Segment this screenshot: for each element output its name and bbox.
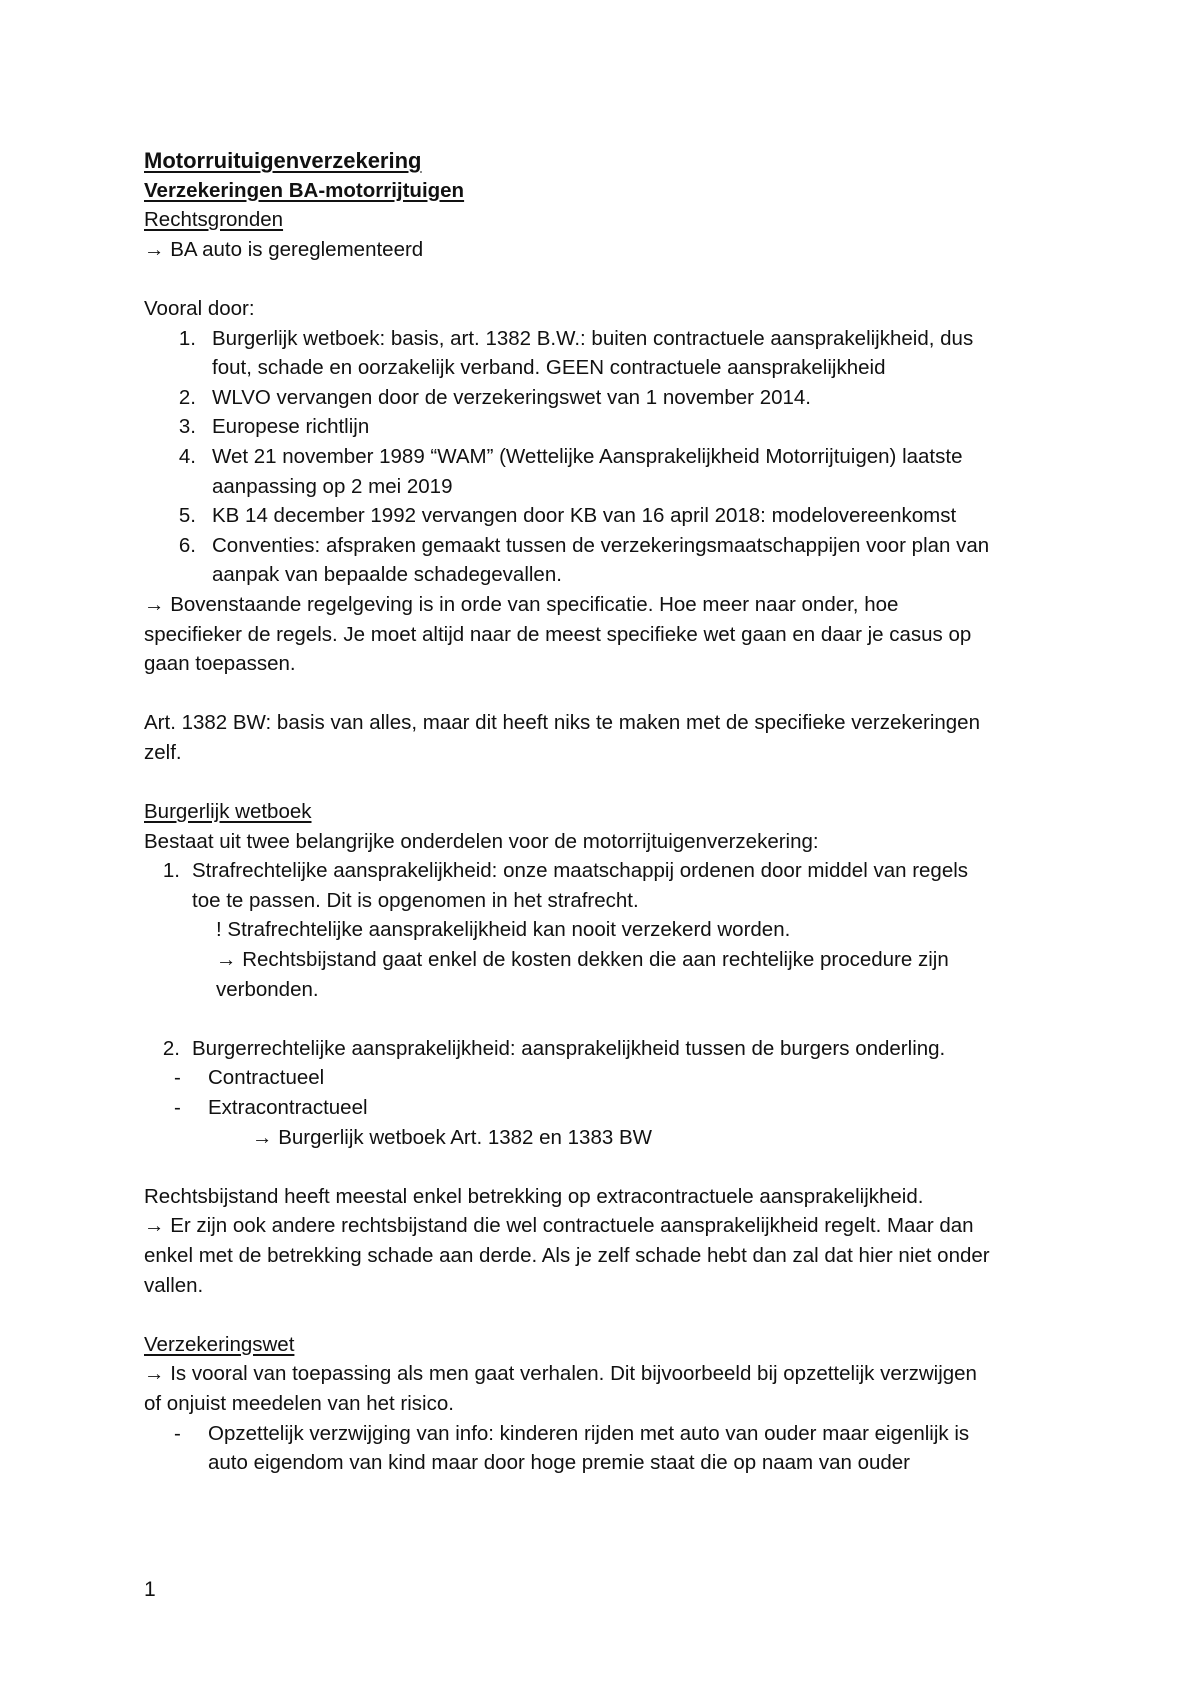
arrow-sub-line: → Burgerlijk wetboek Art. 1382 en 1383 BW: [252, 1125, 652, 1149]
list-item-burgerrechtelijk: [144, 1034, 1064, 1064]
text-line: gaan toepassen.: [144, 652, 296, 676]
list-number: 1.: [162, 859, 180, 883]
bw-intro: Bestaat uit twee belangrijke onderdelen voor de motorrijtuigenverzekering:: [144, 829, 819, 853]
list-number: 5.: [178, 504, 196, 528]
heading-burgerlijk-wetboek: Burgerlijk wetboek: [144, 800, 312, 824]
dash-item: [144, 1419, 1064, 1478]
list-number: 3.: [178, 415, 196, 439]
text-line: → Bovenstaande regelgeving is in orde van specificatie. Hoe meer naar onder, hoe: [144, 592, 899, 616]
list-item: [144, 501, 1064, 531]
dash-item: [144, 1093, 1064, 1123]
list-item: [144, 442, 1064, 501]
text-line: specifieker de regels. Je moet altijd naar de meest specifieke wet gaan en daar je casus op: [144, 622, 972, 646]
dash-item-text: auto eigendom van kind maar door hoge premie staat die op naam van ouder: [208, 1451, 911, 1475]
document-subtitle: Verzekeringen BA-motorrijtuigen: [144, 178, 465, 202]
dash-item-text: Opzettelijk verzwijging van info: kinderen rijden met auto van ouder maar eigenlijk is: [208, 1421, 970, 1445]
list-item-text: toe te passen. Dit is opgenomen in het strafrecht.: [192, 888, 639, 912]
dash-item-text: Contractueel: [208, 1066, 325, 1090]
document-title: Motorruituigenverzekering: [144, 148, 422, 173]
text-line: of onjuist meedelen van het risico.: [144, 1391, 454, 1415]
list-item-text: Strafrechtelijke aansprakelijkheid: onze maatschappij ordenen door middel van regels: [192, 859, 969, 883]
paragraph-art1382: [144, 708, 1064, 767]
list-number: 6.: [178, 533, 196, 557]
text-line: zelf.: [144, 740, 182, 764]
text-line: Wet 21 november 1989 “WAM” (Wettelijke Aansprakelijkheid Motorrijtuigen) laatste: [212, 444, 963, 468]
heading-verzekeringswet: Verzekeringswet: [144, 1332, 295, 1356]
text-line: Burgerlijk wetboek: basis, art. 1382 B.W.: buiten contractuele aansprakelijkheid, dus: [212, 326, 974, 350]
list-number: 1.: [178, 326, 196, 350]
paragraph-verhalen: [144, 1359, 1064, 1418]
text-line: fout, schade en oorzakelijk verband. GEEN contractuele aansprakelijkheid: [212, 356, 886, 380]
rechtsgronden-list: [144, 324, 1064, 590]
text-line: KB 14 december 1992 vervangen door KB van 16 april 2018: modelovereenkomst: [212, 504, 957, 528]
list-item: [144, 412, 1064, 442]
list-item: [144, 531, 1064, 590]
heading-rechtsgronden: Rechtsgronden: [144, 208, 284, 232]
paragraph-rechtsbijstand: Rechtsbijstand heeft meestal enkel betrekking op extracontractuele aansprakelijkheid.: [144, 1184, 924, 1208]
note-line: ! Strafrechtelijke aansprakelijkheid kan nooit verzekerd worden.: [216, 918, 791, 942]
text-line: WLVO vervangen door de verzekeringswet van 1 november 2014.: [212, 385, 812, 409]
text-line: aanpassing op 2 mei 2019: [212, 474, 453, 498]
text-line: Europese richtlijn: [212, 415, 370, 439]
list-number: 2.: [178, 385, 196, 409]
text-line: enkel met de betrekking schade aan derde. Als je zelf schade hebt dan zal dat hier niet onder: [144, 1243, 990, 1267]
list-intro: Vooral door:: [144, 296, 255, 320]
paragraph-specificatie: [144, 590, 1064, 679]
dash-item: [144, 1063, 1064, 1093]
dash-bullet: -: [174, 1066, 181, 1090]
note-line: → Rechtsbijstand gaat enkel de kosten dekken die aan rechtelijke procedure zijn: [216, 948, 949, 972]
list-item: [144, 383, 1064, 413]
text-line: → Is vooral van toepassing als men gaat verhalen. Dit bijvoorbeeld bij opzettelijk verzwijgen: [144, 1362, 977, 1386]
list-number: 2.: [162, 1036, 180, 1060]
text-line: → Er zijn ook andere rechtsbijstand die wel contractuele aansprakelijkheid regelt. Maar dan: [144, 1214, 974, 1238]
document-body: [144, 146, 1064, 1478]
dash-bullet: -: [174, 1096, 181, 1119]
list-item-text: Burgerrechtelijke aansprakelijkheid: aansprakelijkheid tussen de burgers onderling.: [192, 1036, 946, 1060]
list-number: 4.: [178, 444, 196, 468]
page-number: 1: [144, 1578, 156, 1601]
dash-bullet: -: [174, 1421, 181, 1445]
list-item: [144, 324, 1064, 383]
text-line: aanpak van bepaalde schadegevallen.: [212, 563, 562, 587]
text-line: Art. 1382 BW: basis van alles, maar dit heeft niks te maken met de specifieke verzekeringen: [144, 711, 980, 735]
text-line: vallen.: [144, 1273, 204, 1297]
paragraph-andere-rechtsbijstand: [144, 1211, 1064, 1300]
text-line: Conventies: afspraken gemaakt tussen de verzekeringsmaatschappijen voor plan van: [212, 533, 990, 557]
arrow-line: → BA auto is gereglementeerd: [144, 237, 424, 261]
note-line: verbonden.: [216, 977, 319, 1001]
list-item-strafrechtelijk: [144, 856, 1064, 915]
dash-item-text: Extracontractueel: [208, 1096, 368, 1119]
